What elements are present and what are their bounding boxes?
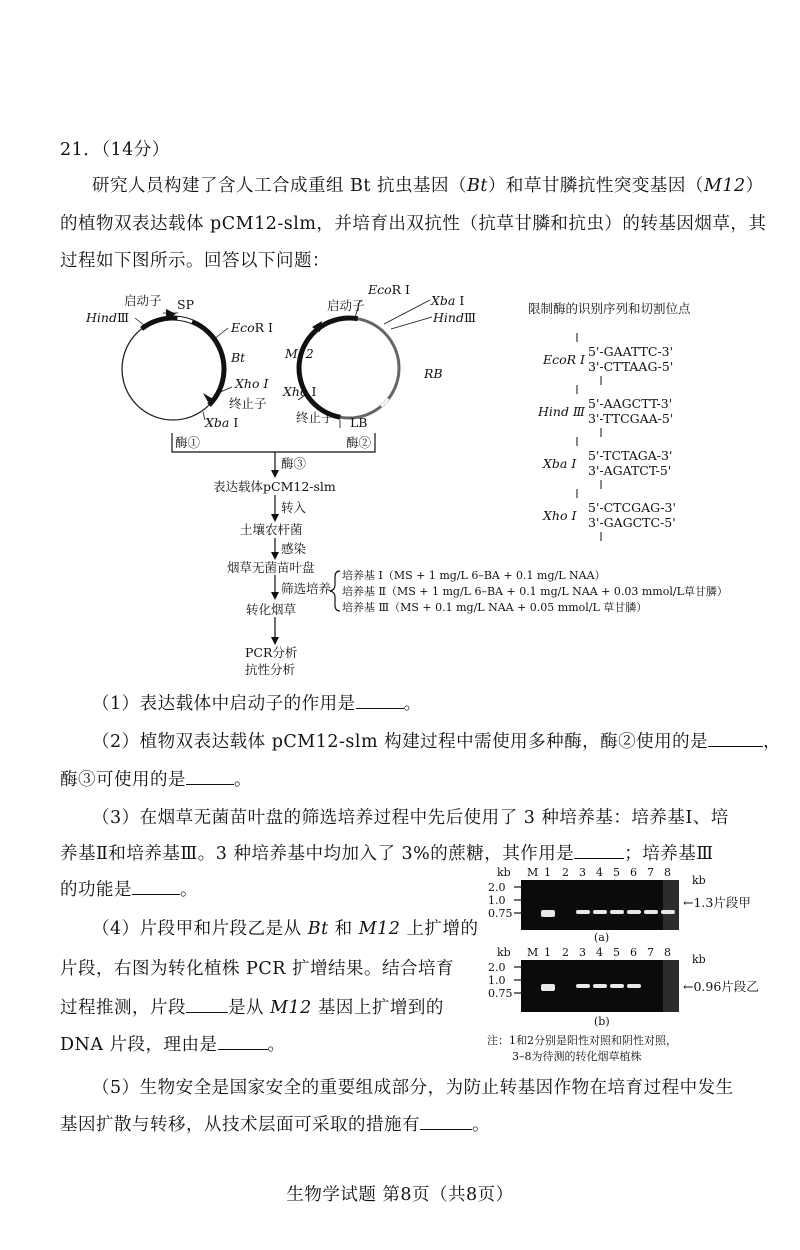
marker-label: 1.0	[488, 894, 506, 907]
gel-note-2: 3–8为待测的转化烟草植株	[512, 1050, 642, 1063]
plasmid1-insert	[142, 318, 224, 405]
p1-bt-label: Bt	[231, 350, 246, 365]
p2-m12-label: M12	[285, 346, 314, 361]
q4-line2: 片段，右图为转化植株 PCR 扩增结果。结合培育	[60, 959, 454, 979]
t: 上扩增的	[400, 919, 479, 939]
flow-transfer: 转入	[281, 500, 307, 515]
band-a-lane-8	[661, 910, 675, 914]
t: Eco	[231, 320, 255, 335]
t: Hind	[433, 310, 464, 325]
q3-line3	[60, 876, 198, 901]
marker-label: 0.75	[488, 907, 513, 920]
band-size-label: ←1.3片段甲	[683, 895, 751, 910]
flow-transformed: 转化烟草	[246, 602, 297, 617]
q2-line2	[60, 766, 252, 791]
t: 和	[328, 919, 359, 939]
t: Ⅰ	[455, 293, 465, 308]
t: 基因扩散与转移，从技术层面可采取的措施有	[60, 1115, 420, 1135]
p1-xba-label	[205, 415, 238, 430]
band-b-lane-3	[576, 984, 590, 988]
lane-label: 6	[630, 866, 637, 879]
p1-sp-label: SP	[177, 297, 194, 312]
t: Hind	[86, 310, 117, 325]
lane-label: 3	[579, 946, 586, 959]
plasmid-drawings	[122, 300, 432, 428]
band-a-lane-1	[541, 910, 555, 917]
marker-label: 0.75	[488, 987, 513, 1000]
lane-label: 8	[664, 866, 671, 879]
t: M12	[358, 919, 401, 939]
t: R Ⅰ	[391, 282, 410, 297]
t: （1）表达载体中启动子的作用是	[92, 694, 356, 714]
lane-label: 7	[647, 866, 654, 879]
t: Ⅲ	[463, 310, 477, 325]
q3-line2	[60, 840, 714, 865]
kb-label-left: kb	[497, 866, 511, 879]
enzyme1-label: 酶①	[175, 435, 201, 450]
q5-line1: （5）生物安全是国家安全的重要组成部分，为防止转基因作物在培育过程中发生	[92, 1078, 734, 1098]
flow-screen: 筛选培养	[281, 581, 332, 596]
seq-top: 5'-CTCGAG-3'	[588, 500, 676, 515]
gel-edge	[663, 880, 679, 930]
t: R Ⅰ	[254, 320, 273, 335]
q4-line3	[60, 994, 444, 1019]
p1-promoter-label: 启动子	[124, 293, 162, 308]
q5-line2	[60, 1111, 490, 1136]
t: （2）植物双表达载体 pCM12-slm 构建过程中需使用多种酶，酶②使用的是	[92, 732, 709, 752]
band-size-label: ←0.96片段乙	[683, 979, 759, 994]
p2-xho-label	[283, 384, 316, 399]
q4-line4	[60, 1031, 286, 1056]
lane-label: 2	[562, 866, 569, 879]
flow-infect: 感染	[281, 541, 307, 556]
p1-terminator-label: 终止子	[229, 396, 267, 411]
t: 。	[403, 694, 422, 714]
seq-bottom: 3'-GAGCTC-5'	[588, 515, 676, 530]
t: ，	[763, 732, 782, 752]
answer-blank-q4-reason[interactable]	[218, 1033, 268, 1050]
seq-bottom: 3'-CTTAAG-5'	[588, 359, 674, 374]
lane-label: 7	[647, 946, 654, 959]
t: （4）片段甲和片段乙是从	[92, 919, 308, 939]
flow-resistance: 抗性分析	[245, 662, 296, 677]
intro-line-2: 的植物双表达载体 pCM12-slm，并培育出双抗性（抗草甘膦和抗虫）的转基因烟草，其	[60, 214, 767, 234]
p2-hind-label	[433, 310, 476, 325]
medium-1: 培养基 Ⅰ（MS + 1 mg/L 6–BA + 0.1 mg/L NAA）	[342, 569, 606, 582]
flow-leaf-disc: 烟草无菌苗叶盘	[227, 560, 315, 575]
gene-bt: Bt	[467, 176, 488, 196]
lane-label: 5	[613, 946, 620, 959]
band-b-lane-4	[593, 984, 607, 988]
answer-blank-q4-fragment[interactable]	[186, 996, 228, 1013]
t: Xho	[283, 384, 308, 399]
t: 。	[180, 880, 198, 900]
t: Xba	[205, 415, 230, 430]
seq-bottom: 3'-AGATCT-5'	[588, 463, 672, 478]
band-a-lane-5	[610, 910, 624, 914]
t: 基因上扩增到的	[311, 998, 444, 1018]
band-a-lane-3	[576, 910, 590, 914]
medium-3: 培养基 Ⅲ（MS + 0.1 mg/L NAA + 0.05 mmol/L 草甘膦）	[342, 601, 648, 614]
enzyme3-label: 酶③	[281, 456, 307, 471]
recognition-sequence	[588, 344, 673, 374]
answer-blank-q2-enzyme3[interactable]	[186, 768, 234, 785]
gel-caption: (a)	[594, 931, 610, 944]
t: 。	[267, 1035, 286, 1055]
q3-line1: （3）在烟草无菌苗叶盘的筛选培养过程中先后使用了 3 种培养基：培养基Ⅰ、培	[92, 808, 729, 828]
lane-label: M	[527, 946, 539, 959]
answer-blank-q1[interactable]	[356, 692, 404, 709]
p1-xho-label: Xho Ⅰ	[235, 376, 269, 391]
lane-label: 4	[596, 866, 603, 879]
medium-2: 培养基 Ⅱ（MS + 1 mg/L 6–BA + 0.1 mg/L NAA + 0.03 mmol/L草甘膦）	[342, 585, 728, 598]
answer-blank-q3-medium3[interactable]	[132, 878, 180, 895]
marker-label: 2.0	[488, 961, 506, 974]
t: Ⅰ	[229, 415, 239, 430]
band-a-lane-4	[593, 910, 607, 914]
band-b-lane-1	[541, 984, 555, 991]
answer-blank-q3-sucrose[interactable]	[574, 842, 624, 859]
gel-a	[521, 880, 679, 930]
gel-caption: (b)	[594, 1015, 610, 1028]
gene-m12: M12	[703, 176, 746, 196]
lane-label: 1	[544, 946, 551, 959]
media-brace	[330, 571, 340, 611]
gel-note-1: 注：1和2分别是阳性对照和阴性对照，	[487, 1034, 677, 1047]
lane-label: 4	[596, 946, 603, 959]
t: 养基Ⅱ和培养基Ⅲ。3 种培养基中均加入了 3%的蔗糖，其作用是	[60, 844, 575, 864]
enzyme-name: Xho Ⅰ	[543, 508, 577, 523]
flow-pcr: PCR分析	[245, 645, 298, 660]
page-footer: 生物学试题 第8页（共8页）	[286, 1185, 514, 1205]
band-b-lane-6	[627, 984, 641, 988]
answer-blank-q2-enzyme2[interactable]	[708, 730, 763, 747]
kb-label-right: kb	[692, 953, 706, 966]
p2-rb-label: RB	[424, 366, 443, 381]
p2-promoter-label: 启动子	[327, 298, 365, 313]
plasmid2-box	[381, 399, 388, 407]
flow-agrobacterium: 土壤农杆菌	[240, 522, 303, 537]
marker-label: 1.0	[488, 974, 506, 987]
t: Eco	[368, 282, 392, 297]
t: DNA 片段，理由是	[60, 1035, 218, 1055]
lane-label: 8	[664, 946, 671, 959]
seq-bottom: 3'-TTCGAA-5'	[588, 411, 674, 426]
q4-line1	[92, 915, 479, 940]
lane-label: 5	[613, 866, 620, 879]
t: Bt	[307, 919, 329, 939]
marker-label: 2.0	[488, 881, 506, 894]
p1-ecor-label	[231, 320, 273, 335]
t: 是从	[228, 998, 271, 1018]
p2-terminator-label: 终止子	[296, 410, 334, 425]
intro-line-3: 过程如下图所示。回答以下问题：	[60, 251, 330, 271]
band-a-lane-7	[644, 910, 658, 914]
p2-xba-label	[431, 293, 464, 308]
t: Ⅰ	[307, 384, 317, 399]
seq-top: 5'-GAATTC-3'	[588, 344, 674, 359]
enzyme-name: EcoR Ⅰ	[543, 352, 585, 367]
recognition-sequence	[588, 396, 673, 426]
t: ；培养基Ⅲ	[624, 844, 714, 864]
label-leader	[391, 317, 432, 329]
plasmid2-insert	[299, 318, 358, 417]
label-leader	[384, 300, 430, 324]
p2-lb-label: LB	[350, 415, 368, 430]
lane-label: M	[527, 866, 539, 879]
t: M12	[270, 998, 312, 1018]
t: 的功能是	[60, 880, 132, 900]
seq-top: 5'-AAGCTT-3'	[588, 396, 673, 411]
t: 酶③可使用的是	[60, 770, 186, 790]
kb-label-left: kb	[497, 946, 511, 959]
q1	[92, 690, 422, 715]
t: Xba	[431, 293, 456, 308]
seq-top: 5'-TCTAGA-3'	[588, 448, 673, 463]
q2-line1	[92, 728, 781, 753]
p2-ecor-label	[368, 282, 410, 297]
flow-vector: 表达载体pCM12-slm	[213, 479, 336, 494]
gel-edge	[663, 960, 679, 1012]
t: 。	[234, 770, 252, 790]
lane-label: 6	[630, 946, 637, 959]
text: ）	[745, 176, 764, 196]
enzyme2-label: 酶②	[346, 435, 372, 450]
band-b-lane-5	[610, 984, 624, 988]
label-leader	[135, 318, 145, 326]
band-a-lane-6	[627, 910, 641, 914]
text: 研究人员构建了含人工合成重组 Bt 抗虫基因（	[92, 176, 468, 196]
kb-label-right: kb	[692, 874, 706, 887]
recognition-sequence	[588, 500, 676, 530]
enzyme-name: Hind Ⅲ	[538, 404, 585, 419]
enzyme-table-title: 限制酶的识别序列和切割位点	[528, 301, 691, 316]
answer-blank-q5[interactable]	[420, 1113, 472, 1130]
lane-label: 2	[562, 946, 569, 959]
label-leader	[213, 328, 228, 340]
question-number: 21．（14分）	[60, 140, 170, 160]
t: 。	[472, 1115, 490, 1135]
lane-label: 1	[544, 866, 551, 879]
t: Ⅲ	[116, 310, 130, 325]
p1-hind-label	[86, 310, 129, 325]
lane-label: 3	[579, 866, 586, 879]
enzyme-name: Xba Ⅰ	[543, 456, 577, 471]
text: ）和草甘膦抗性突变基因（	[487, 176, 704, 196]
t: 过程推测，片段	[60, 998, 186, 1018]
recognition-sequence	[588, 448, 672, 478]
